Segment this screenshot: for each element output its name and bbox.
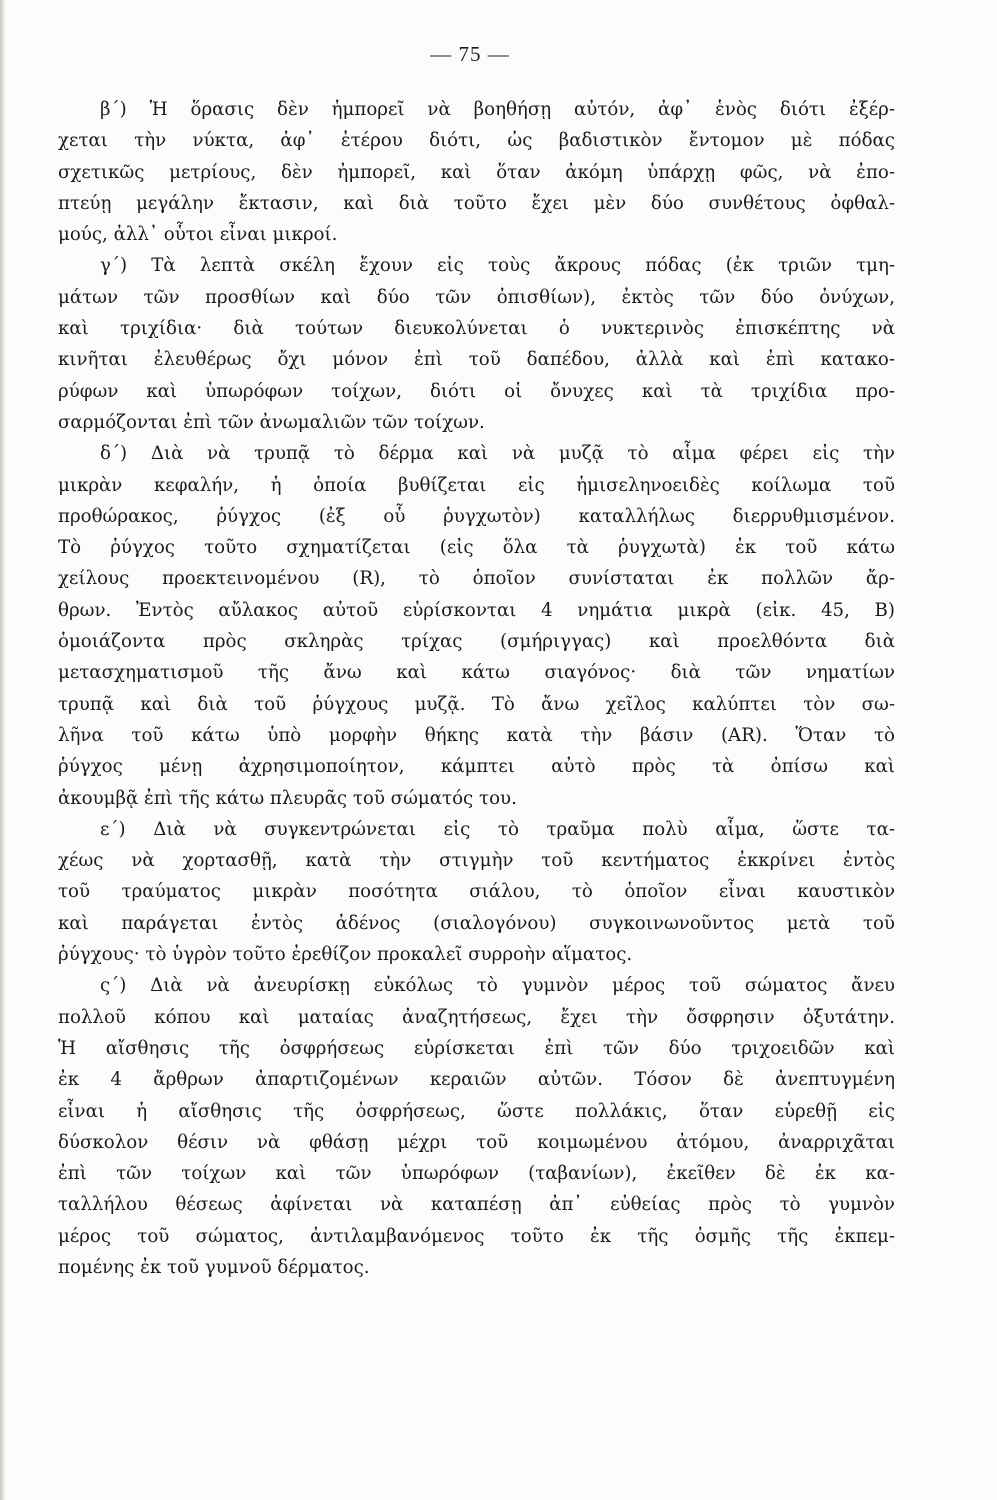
text-line: χέως νὰ χορτασθῇ, κατὰ τὴν στιγμὴν τοῦ κεντήματος ἐκκρίνει ἐντὸς: [58, 850, 895, 872]
text-line: ε΄) Διὰ νὰ συγκεντρώνεται εἰς τὸ τραῦμα πολὺ αἷμα, ὥστε τα-: [100, 818, 895, 840]
text-line: ς΄) Διὰ νὰ ἀνευρίσκῃ εὐκόλως τὸ γυμνὸν μέρος τοῦ σώματος ἄνευ: [100, 975, 895, 997]
text-line: χεται τὴν νύκτα, ἀφ᾽ ἑτέρου διότι, ὡς βαδιστικὸν ἔντομον μὲ πόδας: [58, 130, 895, 152]
text-line: ῥύγχος μένῃ ἀχρησιμοποίητον, κάμπτει αὐτὸ πρὸς τὰ ὀπίσω καὶ: [58, 756, 895, 778]
text-line: μέρος τοῦ σώματος, ἀντιλαμβανόμενος τοῦτο ἐκ τῆς ὀσμῆς τῆς ἐκπεμ-: [58, 1225, 895, 1247]
text-line: σαρμόζονται ἐπὶ τῶν ἀνωμαλιῶν τῶν τοίχων.: [58, 411, 485, 433]
page-number: — 75 —: [430, 42, 510, 66]
text-line: β΄) Ἡ ὅρασις δὲν ἠμπορεῖ νὰ βοηθήσῃ αὐτόν, ἀφ᾽ ἑνὸς διότι ἐξέρ-: [100, 99, 895, 120]
page-edge-shadow: [0, 0, 6, 1500]
text-line: πομένης ἐκ τοῦ γυμνοῦ δέρματος.: [58, 1256, 370, 1278]
text-line: μάτων τῶν προσθίων καὶ δύο τῶν ὀπισθίων), ἐκτὸς τῶν δύο ὀνύχων,: [58, 286, 895, 308]
text-line: εἶναι ἡ αἴσθησις τῆς ὀσφρήσεως, ὥστε πολλάκις, ὅταν εὑρεθῇ εἰς: [58, 1100, 895, 1122]
text-line: ταλλήλου θέσεως ἀφίνεται νὰ καταπέσῃ ἀπ᾽ εὐθείας πρὸς τὸ γυμνὸν: [58, 1194, 895, 1216]
text-line: πτεύῃ μεγάλην ἔκτασιν, καὶ διὰ τοῦτο ἔχει μὲν δύο συνθέτους ὀφθαλ-: [58, 192, 895, 214]
text-line: ἐπὶ τῶν τοίχων καὶ τῶν ὑπωρόφων (ταβανίων), ἐκεῖθεν δὲ ἐκ κα-: [58, 1163, 895, 1185]
text-line: ἐκ 4 ἄρθρων ἀπαρτιζομένων κεραιῶν αὐτῶν. Τόσον δὲ ἀνεπτυγμένη: [58, 1069, 895, 1091]
text-line: σχετικῶς μετρίους, δὲν ἠμπορεῖ, καὶ ὅταν ἀκόμη ὑπάρχῃ φῶς, νὰ ἐπο-: [58, 161, 895, 183]
text-line: δ΄) Διὰ νὰ τρυπᾷ τὸ δέρμα καὶ νὰ μυζᾷ τὸ αἷμα φέρει εἰς τὴν: [100, 443, 895, 465]
text-line: θρων. Ἐντὸς αὔλακος αὐτοῦ εὑρίσκονται 4 νημάτια μικρὰ (εἰκ. 45, Β): [58, 599, 895, 621]
text-line: μετασχηματισμοῦ τῆς ἄνω καὶ κάτω σιαγόνος· διὰ τῶν νηματίων: [58, 662, 895, 684]
text-line: γ΄) Τὰ λεπτὰ σκέλη ἔχουν εἰς τοὺς ἄκρους πόδας (ἐκ τριῶν τμη-: [100, 255, 895, 277]
text-line: τρυπᾷ καὶ διὰ τοῦ ῥύγχους μυζᾷ. Τὸ ἄνω χεῖλος καλύπτει τὸν σω-: [58, 693, 895, 715]
page-body: [58, 94, 895, 1283]
text-line: καὶ παράγεται ἐντὸς ἀδένος (σιαλογόνου) συγκοινωνοῦντος μετὰ τοῦ: [58, 912, 895, 934]
text-line: λῆνα τοῦ κάτω ὑπὸ μορφὴν θήκης κατὰ τὴν βάσιν (AR). Ὅταν τὸ: [58, 724, 895, 746]
text-line: ρύφων καὶ ὑπωρόφων τοίχων, διότι οἱ ὄνυχες καὶ τὰ τριχίδια προ-: [58, 380, 895, 402]
text-line: πολλοῦ κόπου καὶ ματαίας ἀναζητήσεως, ἔχει τὴν ὄσφρησιν ὀξυτάτην.: [58, 1006, 895, 1028]
text-line: κινῆται ἐλευθέρως ὄχι μόνον ἐπὶ τοῦ δαπέδου, ἀλλὰ καὶ ἐπὶ κατακο-: [58, 349, 895, 371]
text-line: ὁμοιάζοντα πρὸς σκληρὰς τρίχας (σμήριγγας) καὶ προελθόντα διὰ: [58, 631, 895, 653]
text-line: τοῦ τραύματος μικρὰν ποσότητα σιάλου, τὸ ὁποῖον εἶναι καυστικὸν: [58, 881, 895, 903]
text-line: χείλους προεκτεινομένου (R), τὸ ὁποῖον συνίσταται ἐκ πολλῶν ἄρ-: [58, 568, 895, 590]
text-line: μικρὰν κεφαλήν, ἡ ὁποία βυθίζεται εἰς ἡμισεληνοειδὲς κοίλωμα τοῦ: [58, 474, 895, 496]
text-line: Ἡ αἴσθησις τῆς ὀσφρήσεως εὑρίσκεται ἐπὶ τῶν δύο τριχοειδῶν καὶ: [58, 1037, 895, 1059]
text-line: προθώρακος, ῥύγχος (ἐξ οὗ ῥυγχωτὸν) καταλλήλως διερρυθμισμένον.: [58, 505, 895, 527]
text-line: ἀκουμβᾷ ἐπὶ τῆς κάτω πλευρᾶς τοῦ σώματός του.: [58, 787, 517, 809]
text-line: μούς, ἀλλ᾽ οὗτοι εἶναι μικροί.: [58, 224, 338, 246]
text-line: καὶ τριχίδια· διὰ τούτων διευκολύνεται ὁ νυκτερινὸς ἐπισκέπτης νὰ: [58, 318, 895, 340]
text-line: Τὸ ῥύγχος τοῦτο σχηματίζεται (εἰς ὅλα τὰ ῥυγχωτὰ) ἐκ τοῦ κάτω: [58, 537, 895, 559]
text-line: δύσκολον θέσιν νὰ φθάσῃ μέχρι τοῦ κοιμωμένου ἀτόμου, ἀναρριχᾶται: [58, 1131, 895, 1153]
text-line: ῥύγχους· τὸ ὑγρὸν τοῦτο ἐρεθίζον προκαλεῖ συρροὴν αἵματος.: [58, 944, 633, 966]
